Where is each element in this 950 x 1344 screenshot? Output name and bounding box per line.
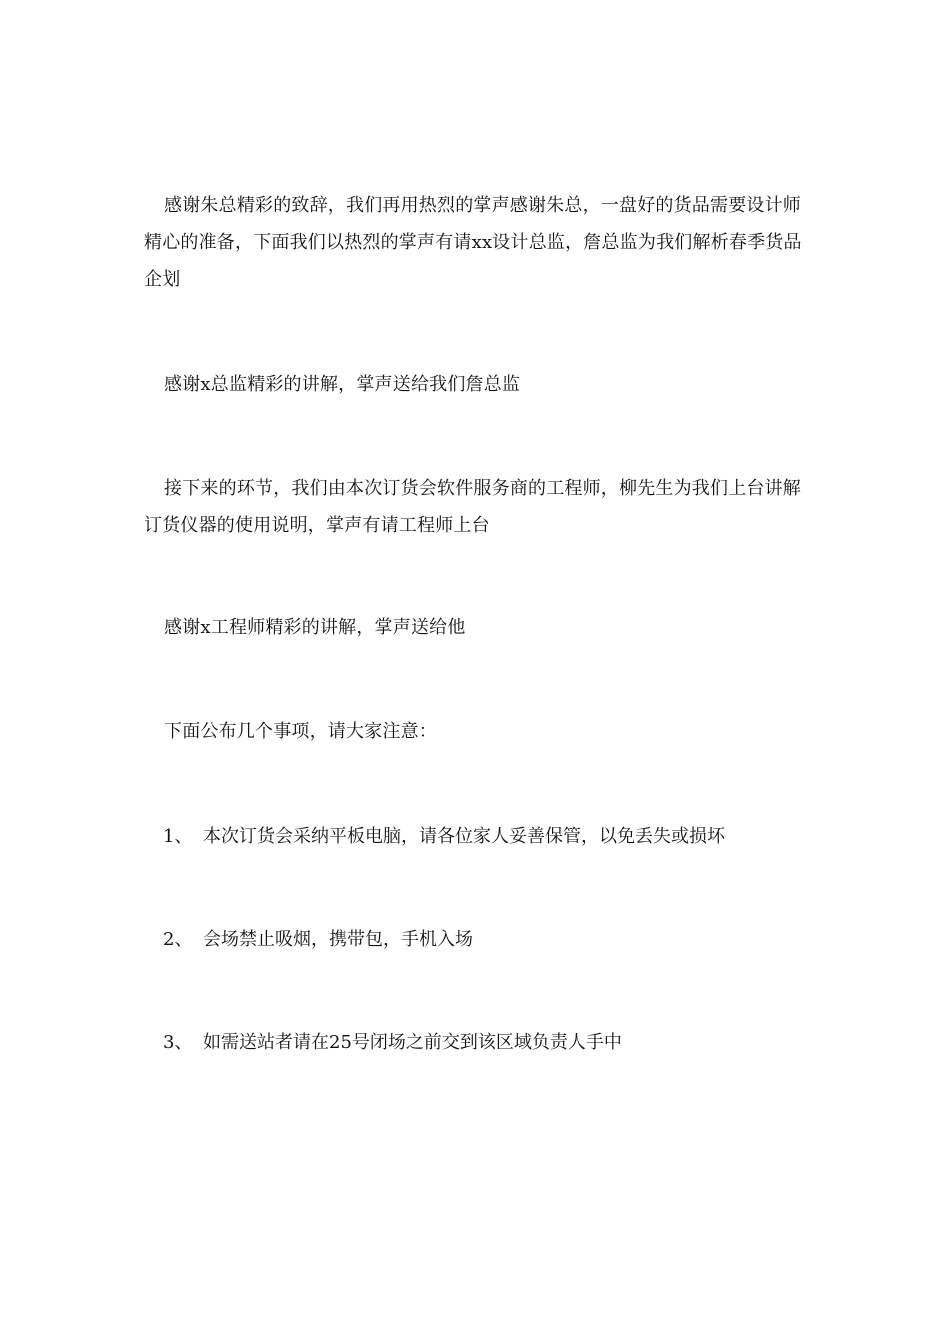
- notice-text: 如需送站者请在25号闭场之前交到该区域负责人手中: [203, 1032, 622, 1053]
- paragraph-announcements: [144, 713, 808, 750]
- paragraph-text: 下面公布几个事项，请大家注意：: [164, 721, 437, 742]
- notice-number: 3、: [163, 1032, 193, 1053]
- notice-text: 会场禁止吸烟，携带包，手机入场: [203, 929, 473, 950]
- paragraph-engineer-intro: [144, 470, 808, 544]
- notice-item-1: [163, 818, 803, 855]
- notice-item-3: [163, 1024, 803, 1061]
- paragraph-text: 接下来的环节，我们由本次订货会软件服务商的工程师，柳先生为我们上台讲解订货仪器的使用说明，掌声有请工程师上台: [144, 478, 801, 536]
- paragraph-thanks-engineer: [144, 609, 808, 646]
- notice-text: 本次订货会采纳平板电脑，请各位家人妥善保管，以免丢失或损坏: [203, 826, 725, 847]
- notice-item-2: [163, 921, 803, 958]
- paragraph-text: 感谢x工程师精彩的讲解，掌声送给他: [164, 617, 466, 638]
- paragraph-text: 感谢x总监精彩的讲解，掌声送给我们詹总监: [164, 374, 521, 395]
- notice-number: 1、: [163, 826, 193, 847]
- paragraph-thanks-zhu: [144, 187, 808, 298]
- notice-number: 2、: [163, 929, 193, 950]
- paragraph-thanks-director: [144, 366, 808, 403]
- paragraph-text: 感谢朱总精彩的致辞，我们再用热烈的掌声感谢朱总，一盘好的货品需要设计师精心的准备，下面我们以热烈的掌声有请xx设计总监，詹总监为我们解析春季货品企划: [144, 195, 802, 290]
